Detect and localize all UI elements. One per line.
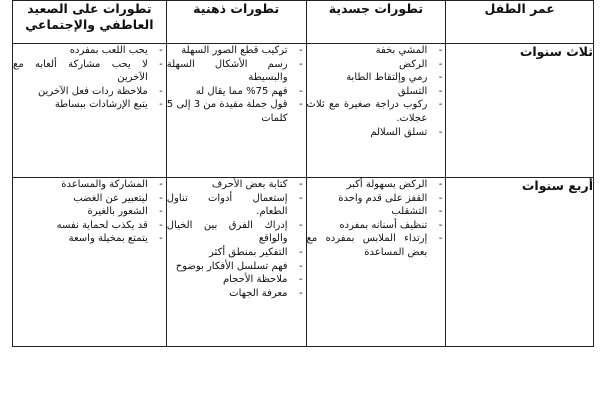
list-item: - رمي وإلتقاط الطابة	[307, 71, 446, 85]
header-physical: تطورات جسدية	[306, 1, 446, 44]
table-header-row	[13, 1, 594, 44]
child-development-table	[12, 0, 594, 347]
list-item: - تنظيف أسنانه بمفرده	[307, 219, 446, 233]
list-item: - الركض	[307, 58, 446, 72]
physical-cell	[306, 178, 446, 347]
list-item: - الركض بسهولة أكبر	[307, 178, 446, 192]
list-item: - فهم 75% مما يقال له	[167, 85, 306, 99]
list-item: - الشعور بالغيرة	[13, 205, 166, 219]
list-item: - رسم الأشكال السهلة والبسيطة	[167, 58, 306, 85]
list-item: - المشاركة والمساعدة	[13, 178, 166, 192]
list-item: - التسلق	[307, 85, 446, 99]
list-item: - يتمتع بمخيلة واسعة	[13, 232, 166, 246]
list-item: - ركوب دراجة صغيرة مع ثلاث عجلات.	[307, 98, 446, 125]
list-item: - ليتعبير عن الغضب	[13, 192, 166, 206]
mental-cell	[166, 178, 306, 347]
list-item: - القفز على قدم واحدة	[307, 192, 446, 206]
age-cell: ثلاث سنوات	[446, 44, 594, 178]
list-item: - المشي بخفة	[307, 44, 446, 58]
emotional-cell	[13, 178, 167, 347]
header-emotional: تطورات على الصعيد العاطفي والإجتماعي	[13, 1, 167, 44]
table-row	[13, 44, 594, 178]
emotional-list	[13, 178, 166, 246]
emotional-cell	[13, 44, 167, 178]
list-item: - إرتداء الملابس بمفرده مع بعض المساعدة	[307, 232, 446, 259]
mental-list	[167, 44, 306, 126]
mental-cell	[166, 44, 306, 178]
header-age: عمر الطفل	[446, 1, 594, 44]
mental-list	[167, 178, 306, 300]
list-item: - كتابة بعض الأحرف	[167, 178, 306, 192]
emotional-list	[13, 44, 166, 112]
list-item: - التفكير بمنطق أكثر	[167, 246, 306, 260]
list-item: - لا يحب مشاركة ألعابه مع الآخرين	[13, 58, 166, 85]
table-row	[13, 178, 594, 347]
list-item: - تركيب قطع الصور السهلة	[167, 44, 306, 58]
list-item: - فهم تسلسل الأفكار بوضوح	[167, 260, 306, 274]
list-item: - يحب اللعب بمفرده	[13, 44, 166, 58]
physical-list	[307, 178, 446, 260]
physical-list	[307, 44, 446, 139]
list-item: - يتبع الإرشادات ببساطة	[13, 98, 166, 112]
list-item: - معرفة الجهات	[167, 287, 306, 301]
list-item: - قول جملة مفيدة من 3 إلى 5 كلمات	[167, 98, 306, 125]
list-item: - تسلق السلالم	[307, 126, 446, 140]
list-item: - التشقلب	[307, 205, 446, 219]
physical-cell	[306, 44, 446, 178]
header-mental: تطورات ذهنية	[166, 1, 306, 44]
list-item: - إدراك الفرق بين الخيال والواقع	[167, 219, 306, 246]
list-item: - ملاحظة ردات فعل الآخرين	[13, 85, 166, 99]
list-item: - إستعمال أدوات تناول الطعام.	[167, 192, 306, 219]
age-cell: أربع سنوات	[446, 178, 594, 347]
list-item: - ملاحظة الأحجام	[167, 273, 306, 287]
list-item: - قد يكذب لحماية نفسه	[13, 219, 166, 233]
